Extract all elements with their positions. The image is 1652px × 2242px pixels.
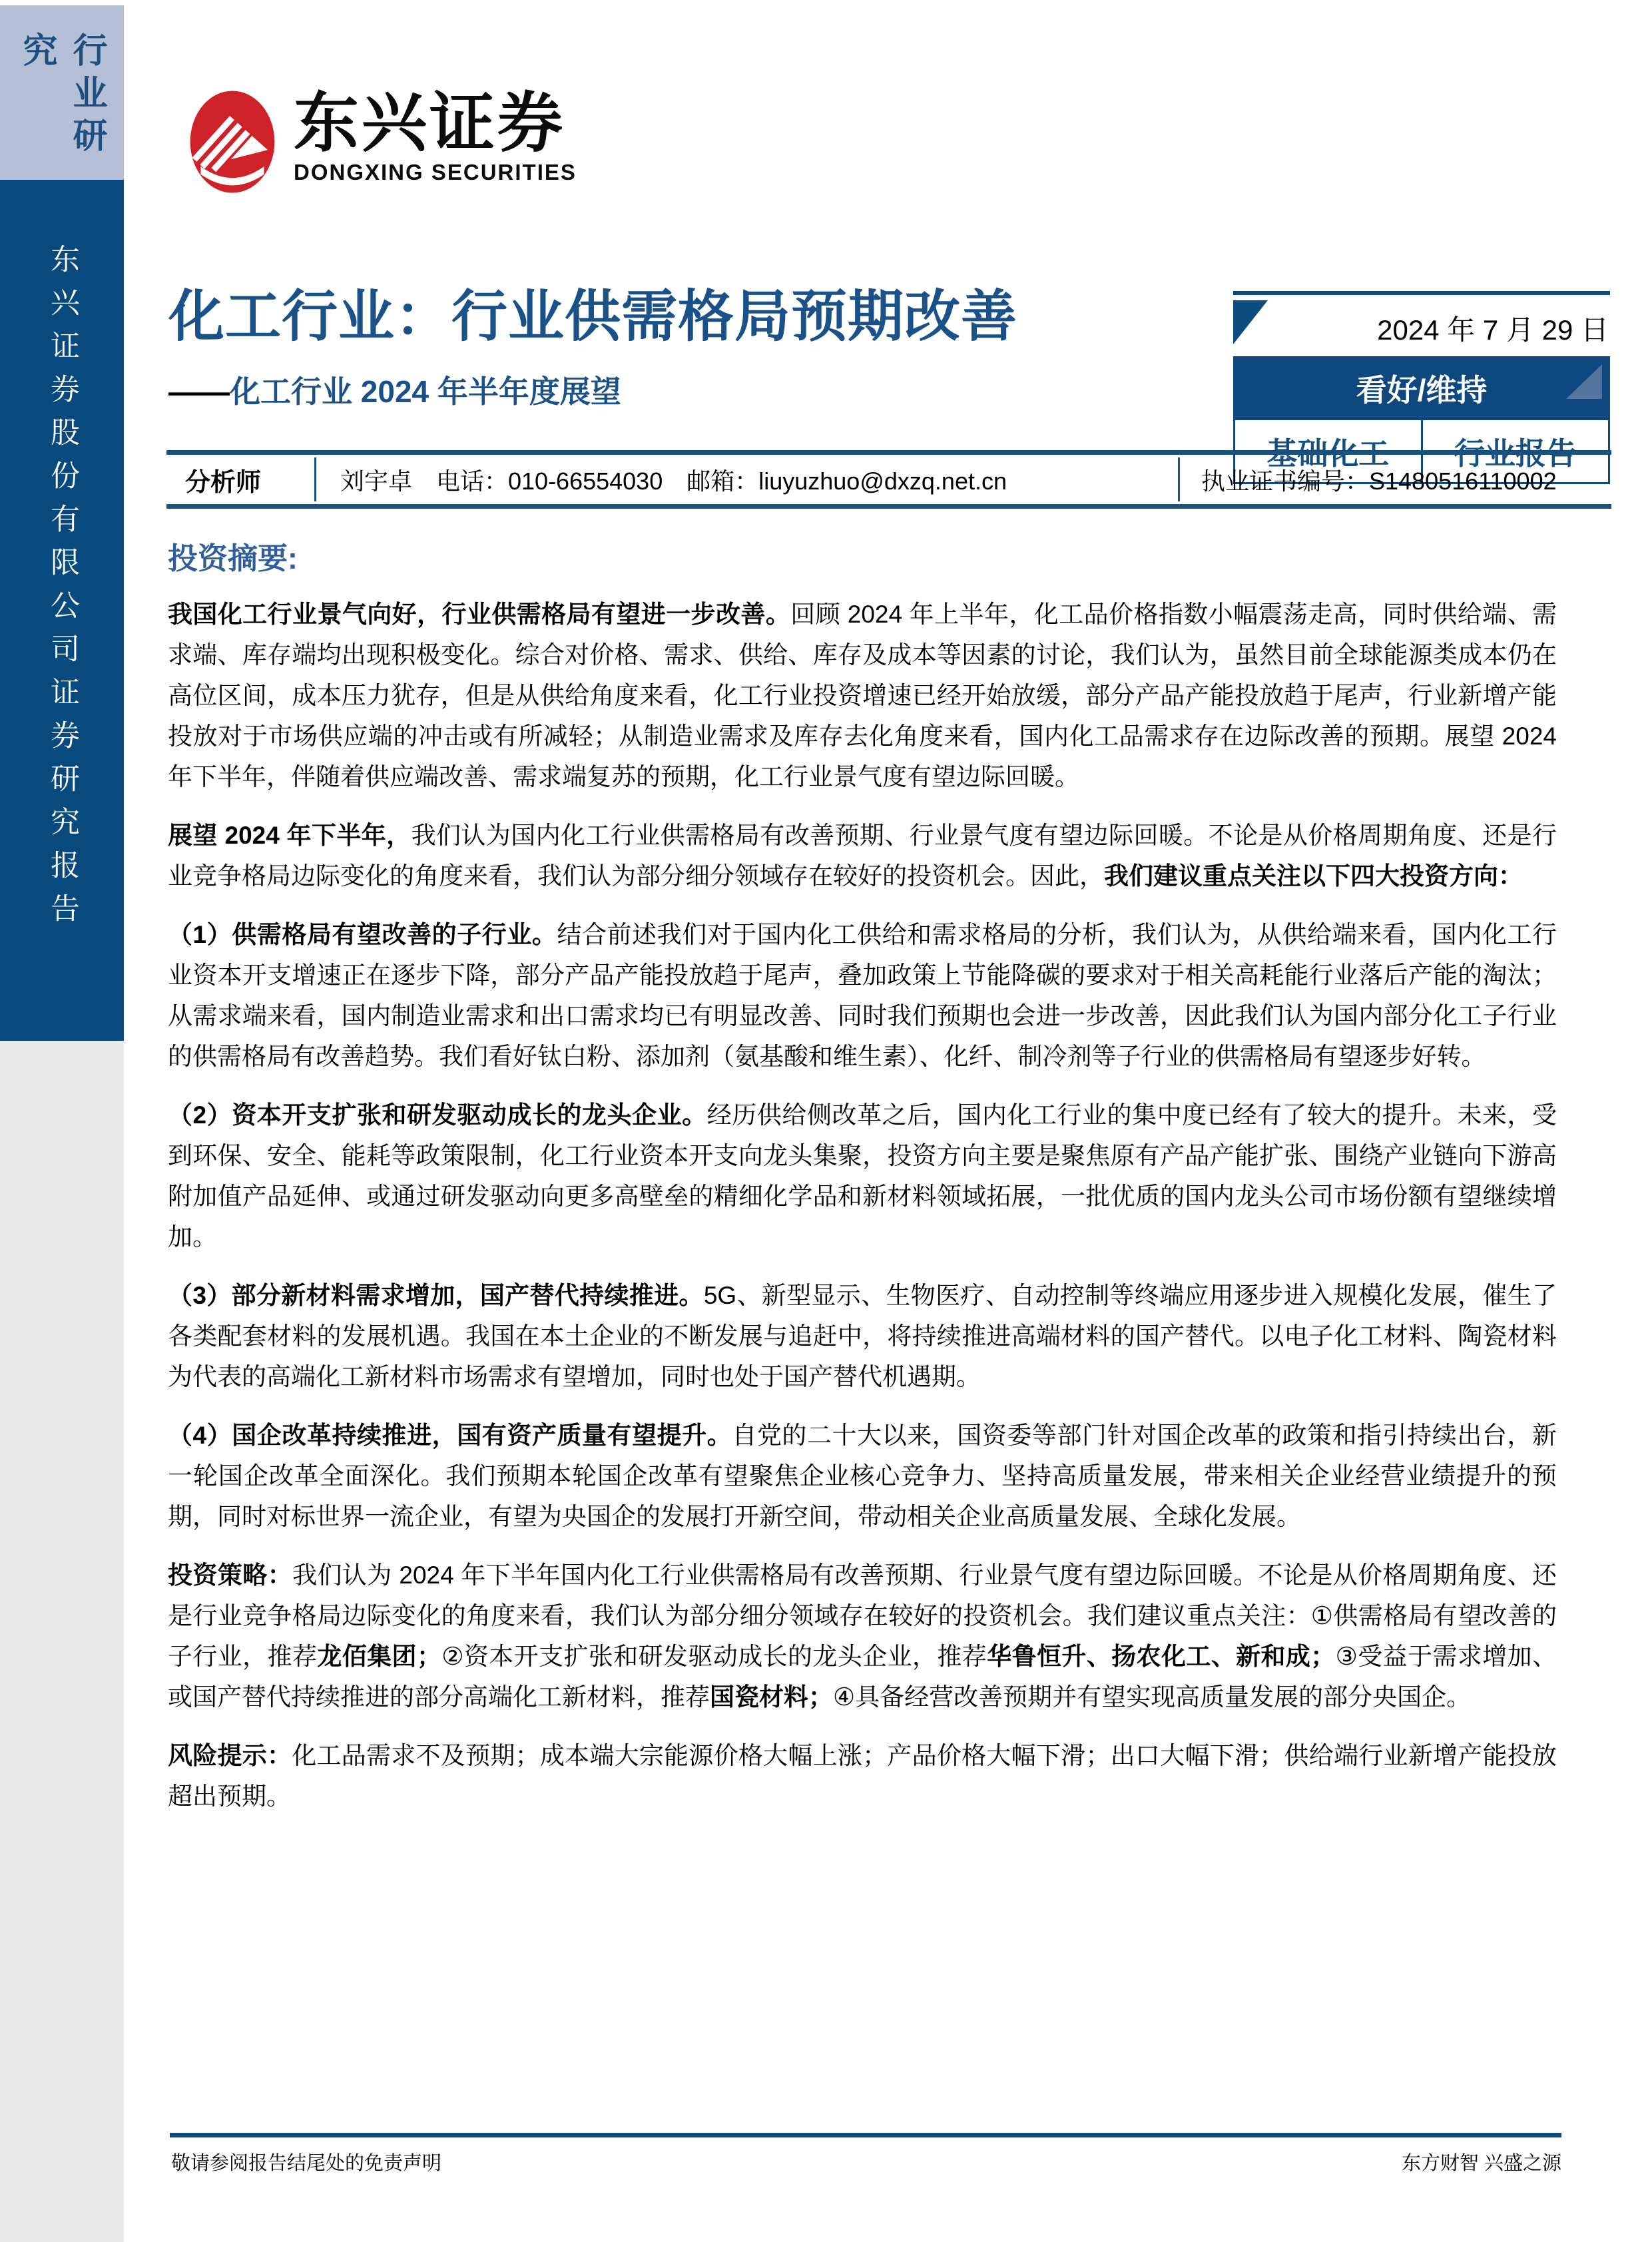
rating-label: 看好/维持	[1356, 373, 1488, 408]
logo-cn-text: 东兴证券	[294, 86, 566, 159]
sector-cell: 基础化工	[1266, 435, 1390, 471]
summary-paragraph: 展望 2024 年下半年，我们认为国内化工行业供需格局有改善预期、行业景气度有望边际回暖。不论是从价格周期角度、还是行业竞争格局边际变化的角度来看，我们认为部分细分领域存在较好的投资机会。因此，我们建议重点关注以下四大投资方向：	[168, 822, 1557, 890]
sidebar-category-label: 行业研究	[17, 32, 106, 160]
banner-triangle-icon	[1566, 364, 1602, 399]
sidebar-category-box	[0, 5, 124, 180]
summary-paragraph: 投资策略：我们认为 2024 年下半年国内化工行业供需格局有改善预期、行业景气度有望边际回暖。不论是从价格周期角度、还是行业竞争格局边际变化的角度来看，我们认为部分细分领域存在较好的投资机会。我们建议重点关注：①供需格局有望改善的子行业，推荐龙佰集团；②资本开支扩张和研发驱动成长的龙头企业，推荐华鲁恒升、扬农化工、新和成；③受益于需求增加、或国产替代持续推进的部分高端化工新材料，推荐国瓷材料；④具备经营改善预期并有望实现高质量发展的部分央国企。	[168, 1561, 1557, 1711]
summary-paragraph: （3）部分新材料需求增加，国产替代持续推进。5G、新型显示、生物医疗、自动控制等终端应用逐步进入规模化发展，催生了各类配套材料的发展机遇。我国在本土企业的不断发展与追赶中，将持续推进高端材料的国产替代。以电子化工材料、陶瓷材料为代表的高端化工新材料市场需求有望增加，同时也处于国产替代机遇期。	[168, 1282, 1557, 1390]
report-date: 2024 年 7 月 29 日	[1377, 314, 1609, 346]
dongxing-emblem-icon	[188, 89, 276, 195]
summary-body	[168, 594, 1557, 1834]
sidebar-company-box	[0, 180, 124, 1041]
report-subtitle	[168, 368, 621, 412]
summary-paragraph: （4）国企改革持续推进，国有资产质量有望提升。自党的二十大以来，国资委等部门针对国企改革的政策和指引持续出台，新一轮国企改革全面深化。我们预期本轮国企改革有望聚焦企业核心竞争力、坚持高质量发展，带来相关企业经营业绩提升的预期，同时对标世界一流企业，有望为央国企的发展打开新空间，带动相关企业高质量发展、全球化发展。	[168, 1422, 1557, 1530]
logo-text	[294, 86, 577, 185]
summary-paragraph: （1）供需格局有望改善的子行业。结合前述我们对于国内化工供给和需求格局的分析，我们认为，从供给端来看，国内化工行业资本开支增速正在逐步下降，部分产品产能投放趋于尾声，叠加政策上节能降碳的要求对于相关高耗能行业落后产能的淘汰；从需求端来看，国内制造业需求和出口需求均已有明显改善、同时我们预期也会进一步改善，因此我们认为国内部分化工子行业的供需格局有改善趋势。我们看好钛白粉、添加剂（氨基酸和维生素）、化纤、制冷剂等子行业的供需格局有望逐步好转。	[168, 921, 1557, 1070]
rating-banner	[1233, 356, 1610, 420]
footer-slogan: 东方财智 兴盛之源	[1401, 2153, 1561, 2174]
summary-paragraph: 风险提示：化工品需求不及预期；成本端大宗能源价格大幅上涨；产品价格大幅下滑；出口大幅下滑；供给端行业新增产能投放超出预期。	[168, 1742, 1557, 1810]
report-title: 化工行业：行业供需格局预期改善	[168, 285, 1018, 348]
analyst-label: 分析师	[185, 468, 262, 497]
logo-en-text: DONGXING SECURITIES	[294, 159, 577, 184]
company-logo	[188, 86, 577, 195]
analyst-cert-number: 执业证书编号：S1480516110002	[1201, 467, 1557, 495]
analyst-bar	[166, 450, 1611, 509]
footer-rule	[170, 2133, 1561, 2137]
sidebar-company-label: 东兴证券股份有限公司证券研究报告	[46, 244, 79, 936]
corner-triangle-icon	[1233, 300, 1268, 344]
subtitle-dash: ——	[168, 374, 230, 409]
footer-disclaimer: 敬请参阅报告结尾处的免责声明	[171, 2153, 442, 2174]
sidebar-bottom-strip	[0, 1041, 124, 2242]
report-date-row	[1233, 295, 1610, 356]
report-type-cell: 行业报告	[1421, 420, 1609, 482]
summary-paragraph: （2）资本开支扩张和研发驱动成长的龙头企业。经历供给侧改革之后，国内化工行业的集中度已经有了较大的提升。未来，受到环保、安全、能耗等政策限制，化工行业资本开支向龙头集聚，投资方向主要是聚焦原有产品产能扩张、围绕产业链向下游高附加值产品延伸、或通过研发驱动向更多高壁垒的精细化学品和新材料领域拓展，一批优质的国内龙头公司市场份额有望继续增加。	[168, 1101, 1557, 1251]
summary-paragraph: 我国化工行业景气向好，行业供需格局有望进一步改善。回顾 2024 年上半年，化工品价格指数小幅震荡走高，同时供给端、需求端、库存端均出现积极变化。综合对价格、需求、供给、库存及成本等因素的讨论，我们认为，虽然目前全球能源类成本仍在高位区间，成本压力犹存，但是从供给角度来看，化工行业投资增速已经开始放缓，部分产品产能投放趋于尾声，行业新增产能投放对于市场供应端的冲击或有所减轻；从制造业需求及库存去化角度来看，国内化工品需求存在边际改善的预期。展望 2024 年下半年，伴随着供应端改善、需求端复苏的预期，化工行业景气度有望边际回暖。	[168, 601, 1557, 790]
analyst-contact: 刘宇卓 电话：010-66554030 邮箱：liuyuzhuo@dxzq.net.cn	[340, 467, 1007, 495]
summary-heading: 投资摘要:	[168, 541, 298, 575]
subtitle-text: 化工行业 2024 年半年度展望	[230, 374, 621, 409]
